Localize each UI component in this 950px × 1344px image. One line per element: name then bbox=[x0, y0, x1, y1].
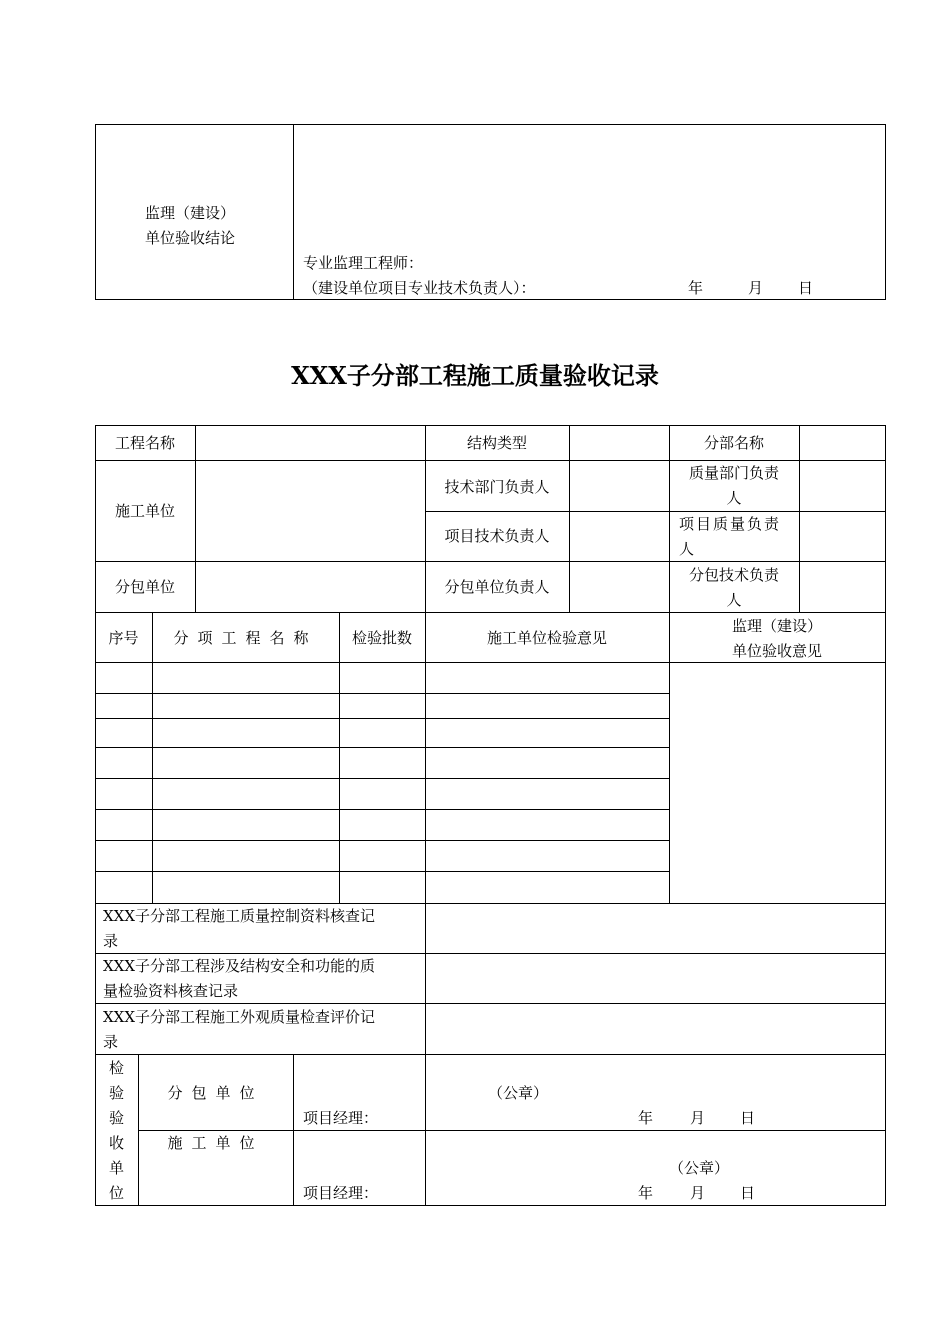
col-line bbox=[195, 425, 196, 612]
col-line bbox=[799, 425, 800, 612]
row-line bbox=[95, 747, 670, 748]
tech-dept-head-label: 技术部门负责人 bbox=[444, 478, 550, 496]
row-line bbox=[95, 561, 886, 562]
project-quality-head-label-2: 人 bbox=[679, 540, 695, 558]
subcontract-seal: （公章） bbox=[488, 1084, 549, 1102]
record-1-line2: 录 bbox=[103, 932, 119, 950]
construction-month: 月 bbox=[690, 1184, 706, 1202]
col-line bbox=[425, 612, 426, 1206]
project-name-label: 工程名称 bbox=[114, 434, 175, 452]
subcontractor-label: 分包单位 bbox=[114, 578, 175, 596]
construction-year: 年 bbox=[638, 1184, 654, 1202]
border-bottom bbox=[95, 1205, 886, 1206]
col-batches: 检验批数 bbox=[351, 629, 412, 647]
col-line bbox=[569, 425, 570, 612]
record-3-line2: 录 bbox=[103, 1033, 119, 1051]
record-2-line1: XXX子分部工程涉及结构安全和功能的质 bbox=[103, 957, 376, 975]
col-supervision-opinion-2: 单位验收意见 bbox=[731, 642, 822, 660]
subcontract-month: 月 bbox=[690, 1109, 706, 1127]
col-supervision-opinion-1: 监理（建设） bbox=[731, 617, 822, 635]
project-quality-head-label-1: 项目质量负责 bbox=[679, 515, 782, 533]
engineer-label: 专业监理工程师： bbox=[303, 254, 424, 272]
subcontractor-head-label: 分包单位负责人 bbox=[444, 578, 550, 596]
project-tech-head-label: 项目技术负责人 bbox=[444, 527, 550, 545]
acceptance-label-char: 收 bbox=[108, 1134, 124, 1152]
conclusion-day: 日 bbox=[798, 279, 814, 297]
record-1-line1: XXX子分部工程施工质量控制资料核查记 bbox=[103, 907, 376, 925]
page-title: XXX子分部工程施工质量验收记录 bbox=[291, 361, 659, 390]
acceptance-label-char: 检 bbox=[108, 1059, 124, 1077]
quality-dept-head-label-1: 质量部门负责 bbox=[688, 464, 779, 482]
row-line bbox=[95, 693, 670, 694]
construction-manager-label: 项目经理： bbox=[303, 1184, 379, 1202]
border-top bbox=[95, 425, 886, 426]
acceptance-label-char: 验 bbox=[108, 1084, 124, 1102]
col-line bbox=[152, 612, 153, 903]
acceptance-label-char: 验 bbox=[108, 1109, 124, 1127]
row-line bbox=[95, 718, 670, 719]
row-line bbox=[95, 871, 670, 872]
conclusion-label-line1: 监理（建设） bbox=[145, 204, 236, 222]
row-line bbox=[95, 809, 670, 810]
row-line bbox=[425, 511, 886, 512]
border-right bbox=[885, 425, 886, 1206]
construction-seal: （公章） bbox=[669, 1159, 730, 1177]
conclusion-label-line2: 单位验收结论 bbox=[145, 229, 236, 247]
subcontract-year: 年 bbox=[638, 1109, 654, 1127]
row-line bbox=[95, 1054, 886, 1055]
conclusion-year: 年 bbox=[688, 279, 704, 297]
row-line bbox=[95, 778, 670, 779]
construction-day: 日 bbox=[740, 1184, 756, 1202]
col-construction-opinion: 施工单位检验意见 bbox=[486, 629, 607, 647]
col-item-name: 分项工程名称 bbox=[173, 629, 318, 647]
row-line bbox=[95, 840, 670, 841]
division-name-label: 分部名称 bbox=[703, 434, 764, 452]
subcontract-manager-label: 项目经理： bbox=[303, 1109, 379, 1127]
construction-unit-acceptance-label: 施工单位 bbox=[167, 1134, 264, 1152]
subcontractor-tech-head-label-1: 分包技术负责 bbox=[688, 566, 779, 584]
conclusion-month: 月 bbox=[748, 279, 764, 297]
col-line bbox=[339, 612, 340, 903]
acceptance-label-char: 位 bbox=[108, 1184, 124, 1202]
owner-label: （建设单位项目专业技术负责人）： bbox=[303, 279, 536, 297]
record-2-line2: 量检验资料核查记录 bbox=[103, 982, 239, 1000]
subcontract-day: 日 bbox=[740, 1109, 756, 1127]
subcontractor-tech-head-label-2: 人 bbox=[726, 591, 742, 609]
record-3-line1: XXX子分部工程施工外观质量检查评价记 bbox=[103, 1008, 376, 1026]
structure-type-label: 结构类型 bbox=[466, 434, 527, 452]
construction-unit-label: 施工单位 bbox=[114, 502, 175, 520]
col-seq: 序号 bbox=[108, 629, 139, 647]
acceptance-label-char: 单 bbox=[108, 1159, 124, 1177]
subcontract-unit-label: 分包单位 bbox=[167, 1084, 264, 1102]
quality-dept-head-label-2: 人 bbox=[726, 489, 742, 507]
